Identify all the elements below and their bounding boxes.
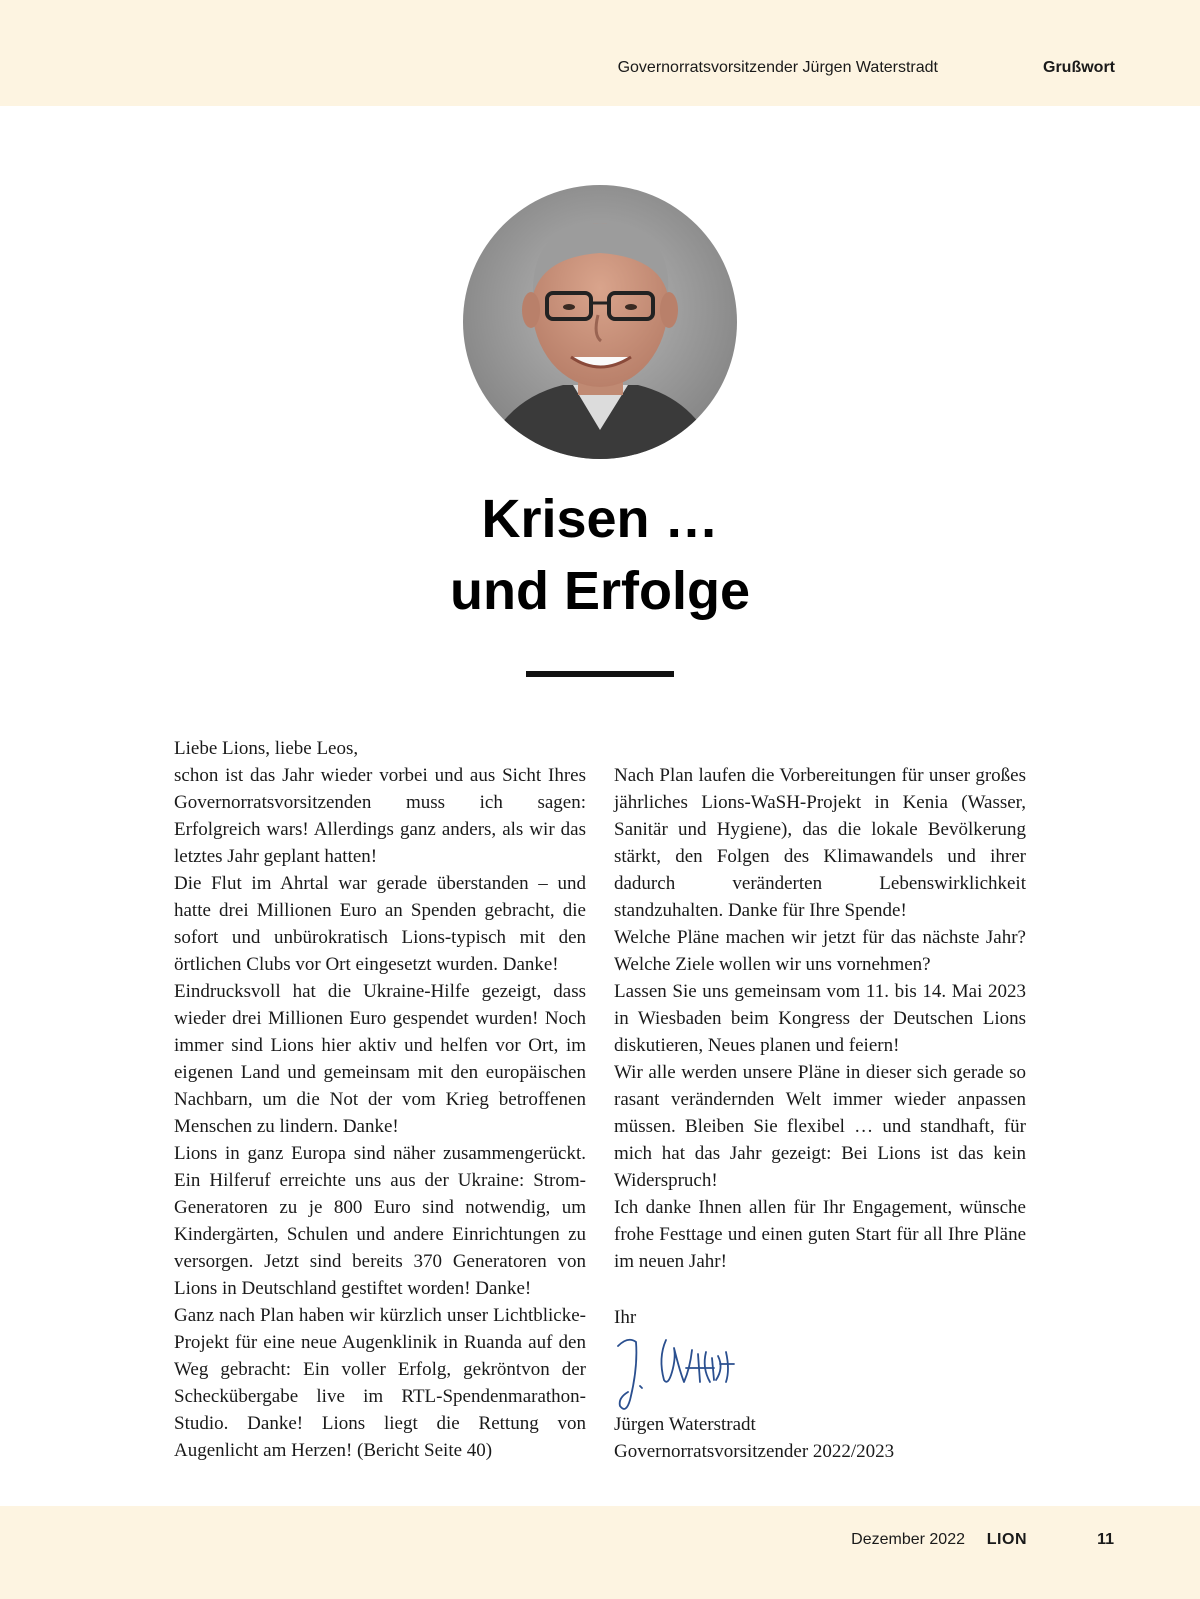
- paragraph: Die Flut im Ahrtal war gerade überstanden – und hatte drei Millionen Euro an Spenden gebracht, die sofort und unbürokratisch Lions-typisch mit den örtlichen Clubs vor Ort eingesetzt wurden. Danke!: [174, 873, 586, 975]
- paragraph: Liebe Lions, liebe Leos,: [174, 738, 359, 759]
- paragraph: Eindrucksvoll hat die Ukraine-Hilfe gezeigt, dass wieder drei Millionen Euro gespendet wurden! Noch immer sind Lions hier aktiv und helfen vor Ort, im eigenen Land und gemeinsam mit den europäischen Nachbarn, um die Not der vom Krieg betroffenen Menschen zu lindern. Danke!: [174, 981, 586, 1137]
- title-divider: [526, 671, 674, 677]
- paragraph: schon ist das Jahr wieder vorbei und aus Sicht Ihres Governorratsvorsitzenden muss ich sagen: Erfolgreich wars! Allerdings ganz anders, als wir das letztes Jahr geplant hatten!: [174, 765, 586, 867]
- header-section: Grußwort: [1043, 59, 1115, 76]
- signature-role: Governorratsvorsitzender 2022/2023: [614, 1441, 895, 1462]
- footer-band: [0, 1506, 1200, 1599]
- signature-icon: [614, 1328, 774, 1418]
- paragraph: Nach Plan laufen die Vorbereitungen für unser großes jährliches Lions-WaSH-Projekt in Kenia (Wasser, Sanitär und Hygiene), das die lokale Bevölkerung stärkt, den Folgen des Klimawandels und ihrer dadurch veränderten Lebenswirklichkeit standzuhalten. Danke für Ihre Spende!: [614, 765, 1026, 921]
- closing-salutation: Ihr: [614, 1307, 637, 1328]
- header-subject: Governorratsvorsitzender Jürgen Waterstradt: [617, 59, 938, 76]
- header-band: [0, 0, 1200, 106]
- paragraph: Lions in ganz Europa sind näher zusammengerückt. Ein Hilferuf erreichte uns aus der Ukraine: Strom-Generatoren zu je 800 Euro sind notwendig, um Kindergärten, Schulen und andere Einrichtungen zu versorgen. Jetzt sind bereits 370 Generatoren von Lions in Deutschland gestiftet worden! Danke!: [174, 1143, 586, 1299]
- left-column: [174, 735, 586, 1464]
- paragraph: Welche Pläne machen wir jetzt für das nächste Jahr? Welche Ziele wollen wir uns vornehmen?: [614, 927, 1026, 975]
- footer-magazine: LION: [986, 1531, 1027, 1548]
- paragraph: Ich danke Ihnen allen für Ihr Engagement, wünsche frohe Festtage und einen guten Start für all Ihre Pläne im neuen Jahr!: [614, 1197, 1026, 1272]
- footer-issue: Dezember 2022: [851, 1531, 965, 1548]
- signature-name: Jürgen Waterstradt: [614, 1414, 756, 1435]
- paragraph: Lassen Sie uns gemeinsam vom 11. bis 14. Mai 2023 in Wiesbaden beim Kongress der Deutschen Lions diskutieren, Neues planen und feiern!: [614, 981, 1026, 1056]
- page-number: 11: [1097, 1531, 1114, 1548]
- portrait-icon: [463, 185, 737, 459]
- article-title: [0, 483, 1200, 627]
- portrait-photo: [463, 185, 737, 459]
- title-line-2: und Erfolge: [450, 561, 750, 621]
- right-column: [614, 762, 1026, 1275]
- paragraph: Wir alle werden unsere Pläne in dieser sich gerade so rasant verändernden Welt immer wieder anpassen müssen. Bleiben Sie flexibel … und standhaft, für mich hat das Jahr gezeigt: Bei Lions ist das kein Widerspruch!: [614, 1062, 1026, 1191]
- paragraph: Ganz nach Plan haben wir kürzlich unser Lichtblicke-Projekt für eine neue Augenklinik in Ruanda auf den Weg gebracht: Ein voller Erfolg, gekröntvon der Scheckübergabe live im RTL-Spendenmarathon-Studio. Danke! Lions liegt die Rettung von Augenlicht am Herzen! (Bericht Seite 40): [174, 1305, 586, 1461]
- title-line-1: Krisen …: [481, 489, 719, 549]
